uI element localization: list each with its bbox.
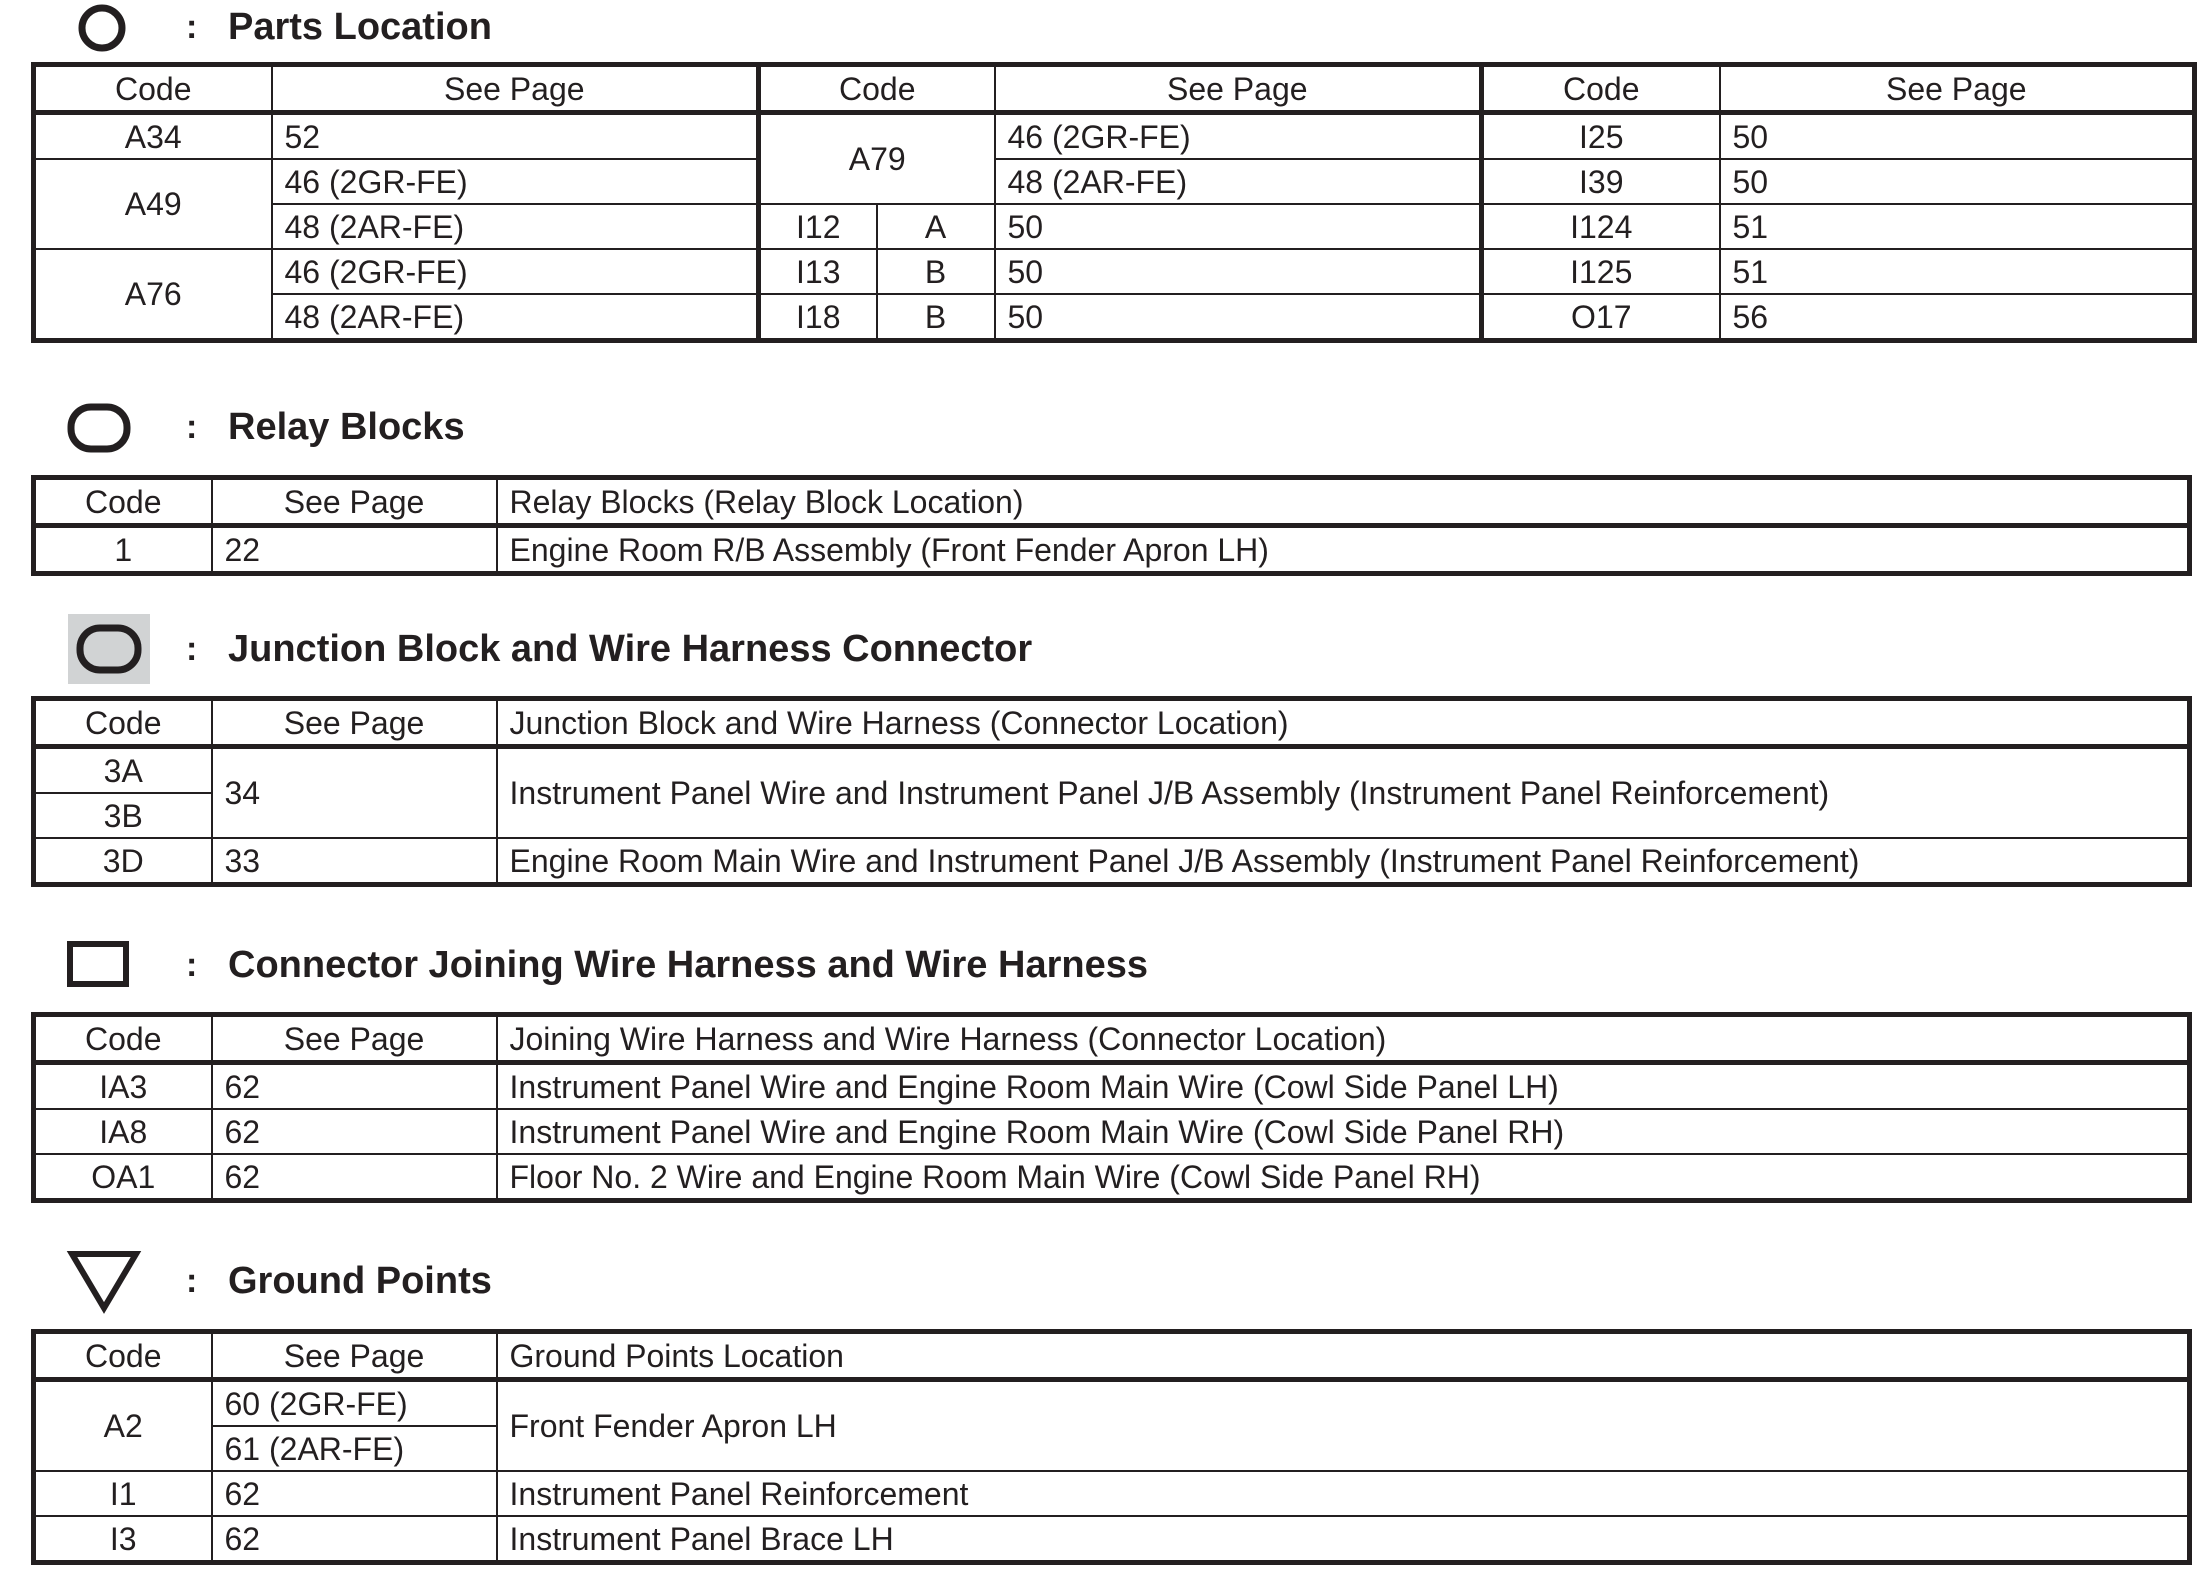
page-cell: 50 [995, 204, 1482, 249]
description-cell: Instrument Panel Wire and Engine Room Main Wire (Cowl Side Panel LH) [497, 1063, 2190, 1110]
header-code: Code [34, 699, 212, 747]
description-cell: Front Fender Apron LH [497, 1380, 2190, 1472]
header-description: Joining Wire Harness and Wire Harness (Connector Location) [497, 1015, 2190, 1063]
rectangle-icon [66, 938, 132, 990]
code-cell: IA8 [34, 1109, 212, 1154]
page-cell: 46 (2GR-FE) [995, 113, 1482, 160]
header-see-page: See Page [212, 1332, 497, 1380]
header-code: Code [34, 1015, 212, 1063]
code-cell: I1 [34, 1471, 212, 1516]
sub-code-cell: B [877, 294, 995, 341]
page-cell: 52 [272, 113, 759, 160]
code-cell: A76 [34, 249, 272, 341]
table-row [34, 113, 2195, 160]
down-triangle-icon [66, 1248, 142, 1314]
code-cell: O17 [1482, 294, 1720, 341]
header-code: Code [34, 65, 272, 113]
table-row [34, 294, 2195, 341]
page-cell: 62 [212, 1471, 497, 1516]
header-code: Code [34, 478, 212, 526]
page-cell: 60 (2GR-FE) [212, 1380, 497, 1427]
code-cell: 3D [34, 838, 212, 885]
table-row [34, 249, 2195, 294]
table-header-row [34, 699, 2190, 747]
header-description: Junction Block and Wire Harness (Connector Location) [497, 699, 2190, 747]
section-title: Connector Joining Wire Harness and Wire Harness [228, 944, 1148, 986]
header-see-page: See Page [212, 478, 497, 526]
description-cell: Engine Room R/B Assembly (Front Fender Apron LH) [497, 526, 2190, 574]
table-header-row [34, 1015, 2190, 1063]
table-row [34, 204, 2195, 249]
sub-code-cell: B [877, 249, 995, 294]
page-cell: 22 [212, 526, 497, 574]
ground-points-table [31, 1329, 2192, 1565]
section-colon: : [186, 946, 198, 984]
header-description: Relay Blocks (Relay Block Location) [497, 478, 2190, 526]
section-colon: : [186, 1262, 198, 1300]
code-cell: I3 [34, 1516, 212, 1563]
section-title: Ground Points [228, 1260, 492, 1302]
page-cell: 62 [212, 1516, 497, 1563]
code-cell: A79 [759, 113, 995, 205]
page-cell: 48 (2AR-FE) [272, 204, 759, 249]
table-row [34, 1471, 2190, 1516]
table-row [34, 1516, 2190, 1563]
header-code: Code [34, 1332, 212, 1380]
description-cell: Instrument Panel Reinforcement [497, 1471, 2190, 1516]
code-cell: I18 [759, 294, 877, 341]
shaded-rounded-oval-icon [68, 614, 150, 684]
code-cell: 3A [34, 747, 212, 794]
page-cell: 62 [212, 1109, 497, 1154]
code-cell: 3B [34, 793, 212, 838]
table-row [34, 159, 2195, 204]
page-cell: 46 (2GR-FE) [272, 159, 759, 204]
header-code: Code [1482, 65, 1720, 113]
section-colon: : [186, 8, 198, 46]
table-row [34, 1380, 2190, 1427]
page-cell: 50 [995, 294, 1482, 341]
table-row [34, 838, 2190, 885]
circle-icon [76, 2, 128, 54]
section-title: Parts Location [228, 6, 492, 48]
section-title: Relay Blocks [228, 406, 465, 448]
section-colon: : [186, 408, 198, 446]
description-cell: Instrument Panel Wire and Engine Room Main Wire (Cowl Side Panel RH) [497, 1109, 2190, 1154]
page-cell: 61 (2AR-FE) [212, 1426, 497, 1471]
code-cell: OA1 [34, 1154, 212, 1201]
table-row [34, 747, 2190, 794]
junction-block-table [31, 696, 2192, 887]
code-cell: I125 [1482, 249, 1720, 294]
table-row [34, 1109, 2190, 1154]
page-cell: 34 [212, 747, 497, 839]
parts-location-table [31, 62, 2197, 343]
header-code: Code [759, 65, 995, 113]
page-cell: 51 [1720, 204, 2195, 249]
code-cell: IA3 [34, 1063, 212, 1110]
table-header-row [34, 65, 2195, 113]
code-cell: I25 [1482, 113, 1720, 160]
section-colon: : [186, 630, 198, 668]
code-cell: A49 [34, 159, 272, 249]
page-cell: 50 [995, 249, 1482, 294]
page-cell: 46 (2GR-FE) [272, 249, 759, 294]
code-cell: I39 [1482, 159, 1720, 204]
table-row [34, 1063, 2190, 1110]
code-cell: I13 [759, 249, 877, 294]
section-title: Junction Block and Wire Harness Connector [228, 628, 1033, 670]
table-header-row [34, 478, 2190, 526]
page-cell: 62 [212, 1154, 497, 1201]
page-cell: 50 [1720, 159, 2195, 204]
header-see-page: See Page [995, 65, 1482, 113]
page-cell: 62 [212, 1063, 497, 1110]
page-cell: 56 [1720, 294, 2195, 341]
code-cell: A34 [34, 113, 272, 160]
code-cell: I12 [759, 204, 877, 249]
description-cell: Instrument Panel Wire and Instrument Panel J/B Assembly (Instrument Panel Reinforcement) [497, 747, 2190, 839]
description-cell: Floor No. 2 Wire and Engine Room Main Wire (Cowl Side Panel RH) [497, 1154, 2190, 1201]
page-cell: 48 (2AR-FE) [272, 294, 759, 341]
relay-blocks-table [31, 475, 2192, 576]
table-header-row [34, 1332, 2190, 1380]
sub-code-cell: A [877, 204, 995, 249]
header-description: Ground Points Location [497, 1332, 2190, 1380]
description-cell: Instrument Panel Brace LH [497, 1516, 2190, 1563]
code-cell: 1 [34, 526, 212, 574]
code-cell: I124 [1482, 204, 1720, 249]
code-cell: A2 [34, 1380, 212, 1472]
header-see-page: See Page [212, 699, 497, 747]
header-see-page: See Page [272, 65, 759, 113]
table-row [34, 1154, 2190, 1201]
page-cell: 48 (2AR-FE) [995, 159, 1482, 204]
table-row [34, 526, 2190, 574]
description-cell: Engine Room Main Wire and Instrument Panel J/B Assembly (Instrument Panel Reinforcement) [497, 838, 2190, 885]
header-see-page: See Page [212, 1015, 497, 1063]
rounded-oval-icon [66, 402, 132, 454]
page-cell: 51 [1720, 249, 2195, 294]
connector-joining-table [31, 1012, 2192, 1203]
page-cell: 33 [212, 838, 497, 885]
header-see-page: See Page [1720, 65, 2195, 113]
page-cell: 50 [1720, 113, 2195, 160]
